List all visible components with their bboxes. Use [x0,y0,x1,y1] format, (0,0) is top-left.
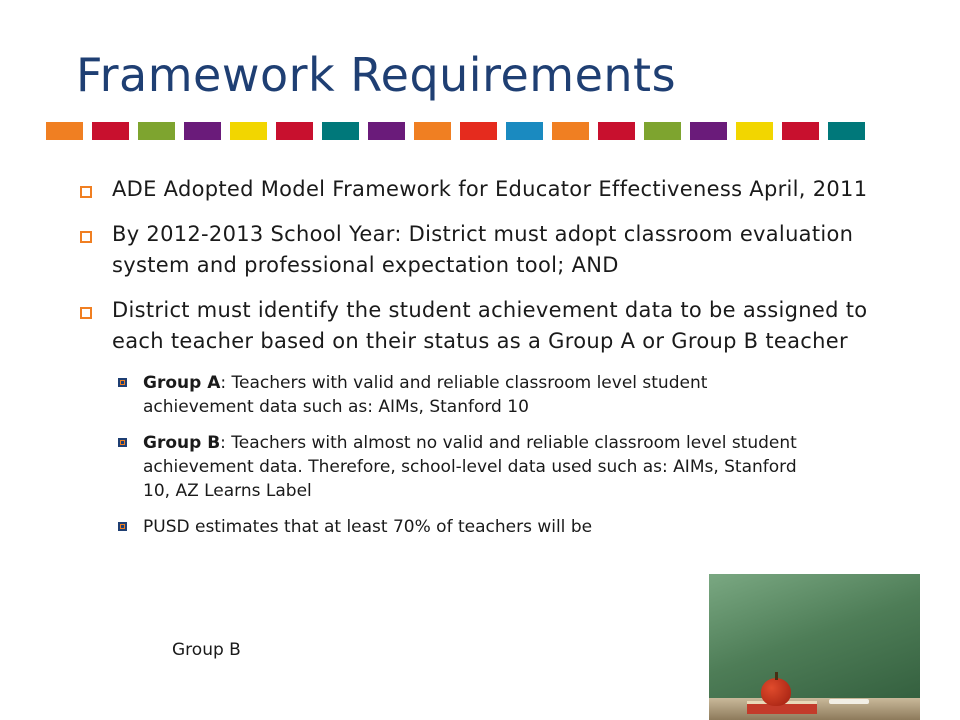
sub-bullet-text: : Teachers with valid and reliable classroom level student achievement data such as: AIMs, Stanford 10 [143,373,708,417]
filled-square-bullet-icon [118,378,127,387]
stripe-segment [322,122,359,140]
sub-bullet-label: Group B [143,433,221,453]
sub-bullet-text: PUSD estimates that at least 70% of teachers will be [143,517,593,537]
slide-content [76,174,906,551]
filled-square-bullet-icon [118,522,127,531]
stripe-segment [460,122,497,140]
stripe-segment [184,122,221,140]
stripe-segment [276,122,313,140]
stripe-segment [552,122,589,140]
stripe-segment [506,122,543,140]
bullet-text: ADE Adopted Model Framework for Educator Effectiveness April, 2011 [112,177,868,201]
stripe-segment [46,122,83,140]
bullet-item [76,295,906,357]
apple-stem-icon [775,672,778,680]
chalkboard-apple-photo [709,574,920,720]
stripe-segment [138,122,175,140]
bullet-item [76,174,906,205]
stripe-segment [230,122,267,140]
sub-bullet-label: Group A [143,373,221,393]
bullet-text: District must identify the student achievement data to be assigned to each teacher based on their status as a Group A or Group B teacher [112,298,868,353]
stripe-segment [690,122,727,140]
sub-bullet-item [118,431,823,503]
slide-title: Framework Requirements [76,48,677,102]
sub-bullet-item [118,515,823,539]
stripe-segment [414,122,451,140]
stripe-segment [736,122,773,140]
hollow-square-bullet-icon [80,186,92,198]
stripe-segment [92,122,129,140]
stripe-segment [828,122,865,140]
stripe-segment [782,122,819,140]
stripe-segment [644,122,681,140]
sub-bullet-text: : Teachers with almost no valid and reliable classroom level student achievement data. Therefore, school-level data used such as: AIMs, Stanford 10, AZ Learns Label [143,433,797,501]
filled-square-bullet-icon [118,438,127,447]
sub-bullet-item [118,371,823,419]
hollow-square-bullet-icon [80,307,92,319]
chalk-icon [829,699,869,704]
stripe-segment [598,122,635,140]
stripe-segment [368,122,405,140]
hollow-square-bullet-icon [80,231,92,243]
apple-icon [761,678,791,706]
bullet-text: By 2012-2013 School Year: District must adopt classroom evaluation system and professional expectation tool; AND [112,222,854,277]
color-stripe [46,122,865,140]
continuation-text: Group B [172,640,241,660]
bullet-item [76,219,906,281]
